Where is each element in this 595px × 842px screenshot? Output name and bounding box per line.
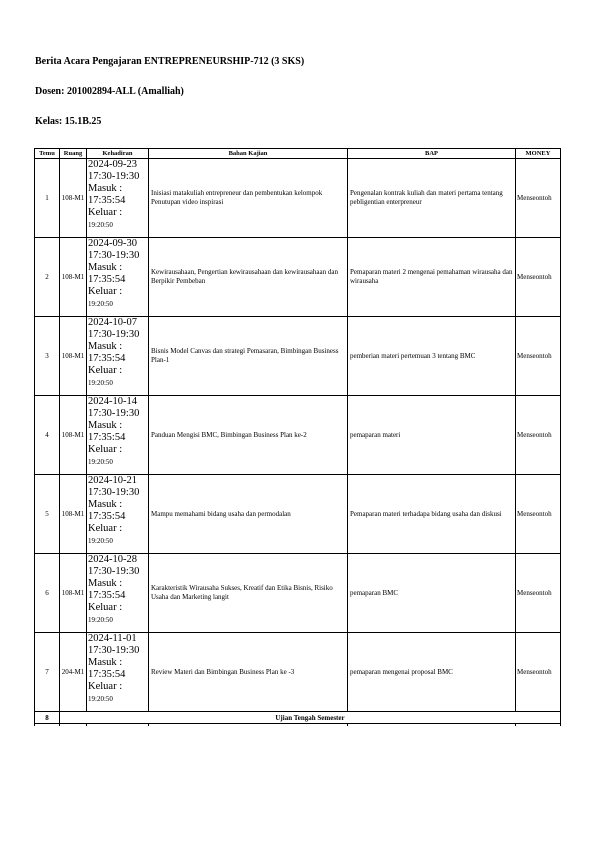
continuation-cell xyxy=(348,724,516,727)
session-time: 17:30-19:30 xyxy=(88,329,140,340)
check-out-label: Keluar : xyxy=(88,602,123,613)
attendance-cell xyxy=(87,159,149,238)
monev-status: Menseontoh xyxy=(516,317,561,396)
study-material: Karakteristik Wirausaha Sukses, Kreatif dan Etika Bisnis, Risiko Usaha dan Marketing langit xyxy=(149,554,348,633)
bap-description: pemaparan materi xyxy=(348,396,516,475)
check-out-label: Keluar : xyxy=(88,286,123,297)
room-code: 108-M1 xyxy=(60,554,87,633)
attendance-table xyxy=(34,148,561,726)
check-in-label: Masuk : xyxy=(88,420,123,431)
meeting-number: 3 xyxy=(35,317,60,396)
monev-status: Menseontoh xyxy=(516,633,561,712)
attendance-cell xyxy=(87,238,149,317)
attendance-cell xyxy=(87,317,149,396)
check-in-label: Masuk : xyxy=(88,578,123,589)
check-out-time: 19:20:50 xyxy=(88,458,113,466)
meeting-number: 6 xyxy=(35,554,60,633)
document-title: Berita Acara Pengajaran ENTREPRENEURSHIP-712 (3 SKS) xyxy=(35,56,305,67)
check-out-time: 19:20:50 xyxy=(88,537,113,545)
check-out-label: Keluar : xyxy=(88,207,123,218)
table-continuation xyxy=(35,724,561,727)
meeting-number: 7 xyxy=(35,633,60,712)
check-in-time: 17:35:54 xyxy=(88,432,126,443)
check-in-time: 17:35:54 xyxy=(88,669,126,680)
check-out-time: 19:20:50 xyxy=(88,695,113,703)
check-in-label: Masuk : xyxy=(88,183,123,194)
study-material: Inisiasi matakuliah entrepreneur dan pembentukan kelompok Penutupan video inspirasi xyxy=(149,159,348,238)
check-in-label: Masuk : xyxy=(88,262,123,273)
meeting-number: 8 xyxy=(35,712,60,724)
table-row xyxy=(35,159,561,238)
check-in-label: Masuk : xyxy=(88,499,123,510)
session-time: 17:30-19:30 xyxy=(88,566,140,577)
session-date: 2024-10-21 xyxy=(88,475,137,486)
check-out-time: 19:20:50 xyxy=(88,616,113,624)
meeting-number: 4 xyxy=(35,396,60,475)
monev-status: Menseontoh xyxy=(516,238,561,317)
bap-description: pemaparan BMC xyxy=(348,554,516,633)
continuation-cell xyxy=(60,724,87,727)
room-code: 108-M1 xyxy=(60,238,87,317)
monev-status: Menseontoh xyxy=(516,554,561,633)
table-row xyxy=(35,554,561,633)
check-out-time: 19:20:50 xyxy=(88,379,113,387)
monev-status: Menseontoh xyxy=(516,475,561,554)
check-in-time: 17:35:54 xyxy=(88,353,126,364)
room-code: 204-M1 xyxy=(60,633,87,712)
study-material: Panduan Mengisi BMC, Bimbingan Business Plan ke-2 xyxy=(149,396,348,475)
table-row xyxy=(35,633,561,712)
session-date: 2024-10-28 xyxy=(88,554,137,565)
table-header-row xyxy=(35,149,561,159)
check-out-label: Keluar : xyxy=(88,365,123,376)
room-code: 108-M1 xyxy=(60,317,87,396)
table-row xyxy=(35,317,561,396)
bap-description: Pemaparan materi terhadapa bidang usaha dan diskusi xyxy=(348,475,516,554)
room-code: 108-M1 xyxy=(60,159,87,238)
continuation-cell xyxy=(149,724,348,727)
continuation-cell xyxy=(87,724,149,727)
attendance-cell xyxy=(87,554,149,633)
check-out-time: 19:20:50 xyxy=(88,300,113,308)
col-header-bap: BAP xyxy=(348,149,516,159)
session-time: 17:30-19:30 xyxy=(88,645,140,656)
table-row xyxy=(35,396,561,475)
continuation-cell xyxy=(516,724,561,727)
col-header-money: MONEY xyxy=(516,149,561,159)
continuation-cell xyxy=(35,724,60,727)
check-in-time: 17:35:54 xyxy=(88,274,126,285)
session-time: 17:30-19:30 xyxy=(88,408,140,419)
bap-description: pemberian materi pertemuan 3 tentang BMC xyxy=(348,317,516,396)
session-date: 2024-09-23 xyxy=(88,159,137,170)
study-material: Kewirausahaan, Pengertian kewirausahaan dan kewirausahaan dan Berpikir Pembeban xyxy=(149,238,348,317)
study-material: Bisnis Model Canvas dan strategi Pemasaran, Bimbingan Business Plan-1 xyxy=(149,317,348,396)
bap-description: Pengenalan kontrak kuliah dan materi pertama tentang pebligentian enterpreneur xyxy=(348,159,516,238)
study-material: Mampu memahami bidang usaha dan permodalan xyxy=(149,475,348,554)
study-material: Review Materi dan Bimbingan Business Plan ke -3 xyxy=(149,633,348,712)
table-row xyxy=(35,475,561,554)
table-row xyxy=(35,238,561,317)
bap-description: pemaparan mengenai proposal BMC xyxy=(348,633,516,712)
check-in-label: Masuk : xyxy=(88,341,123,352)
session-date: 2024-09-30 xyxy=(88,238,137,249)
room-code: 108-M1 xyxy=(60,475,87,554)
col-header-ruang: Ruang xyxy=(60,149,87,159)
meeting-number: 1 xyxy=(35,159,60,238)
check-in-time: 17:35:54 xyxy=(88,590,126,601)
session-date: 2024-10-07 xyxy=(88,317,137,328)
check-in-time: 17:35:54 xyxy=(88,195,126,206)
session-date: 2024-11-01 xyxy=(88,633,137,644)
check-out-label: Keluar : xyxy=(88,444,123,455)
midterm-exam-label: Ujian Tengah Semester xyxy=(60,712,561,724)
check-out-label: Keluar : xyxy=(88,681,123,692)
check-in-label: Masuk : xyxy=(88,657,123,668)
class-line: Kelas: 15.1B.25 xyxy=(35,116,102,127)
col-header-kehadiran: Kehadiran xyxy=(87,149,149,159)
session-time: 17:30-19:30 xyxy=(88,171,140,182)
session-time: 17:30-19:30 xyxy=(88,250,140,261)
attendance-cell xyxy=(87,396,149,475)
session-date: 2024-10-14 xyxy=(88,396,137,407)
room-code: 108-M1 xyxy=(60,396,87,475)
attendance-cell xyxy=(87,475,149,554)
meeting-number: 5 xyxy=(35,475,60,554)
meeting-number: 2 xyxy=(35,238,60,317)
check-out-label: Keluar : xyxy=(88,523,123,534)
col-header-bahan-kajian: Bahan Kajian xyxy=(149,149,348,159)
attendance-cell xyxy=(87,633,149,712)
monev-status: Menseontoh xyxy=(516,396,561,475)
exam-row xyxy=(35,712,561,724)
monev-status: Menseontoh xyxy=(516,159,561,238)
check-in-time: 17:35:54 xyxy=(88,511,126,522)
col-header-temu: Temu xyxy=(35,149,60,159)
check-out-time: 19:20:50 xyxy=(88,221,113,229)
session-time: 17:30-19:30 xyxy=(88,487,140,498)
lecturer-line: Dosen: 201002894-ALL (Amalliah) xyxy=(35,86,184,97)
bap-description: Pemaparan materi 2 mengenai pemahaman wirausaha dan wirausaha xyxy=(348,238,516,317)
